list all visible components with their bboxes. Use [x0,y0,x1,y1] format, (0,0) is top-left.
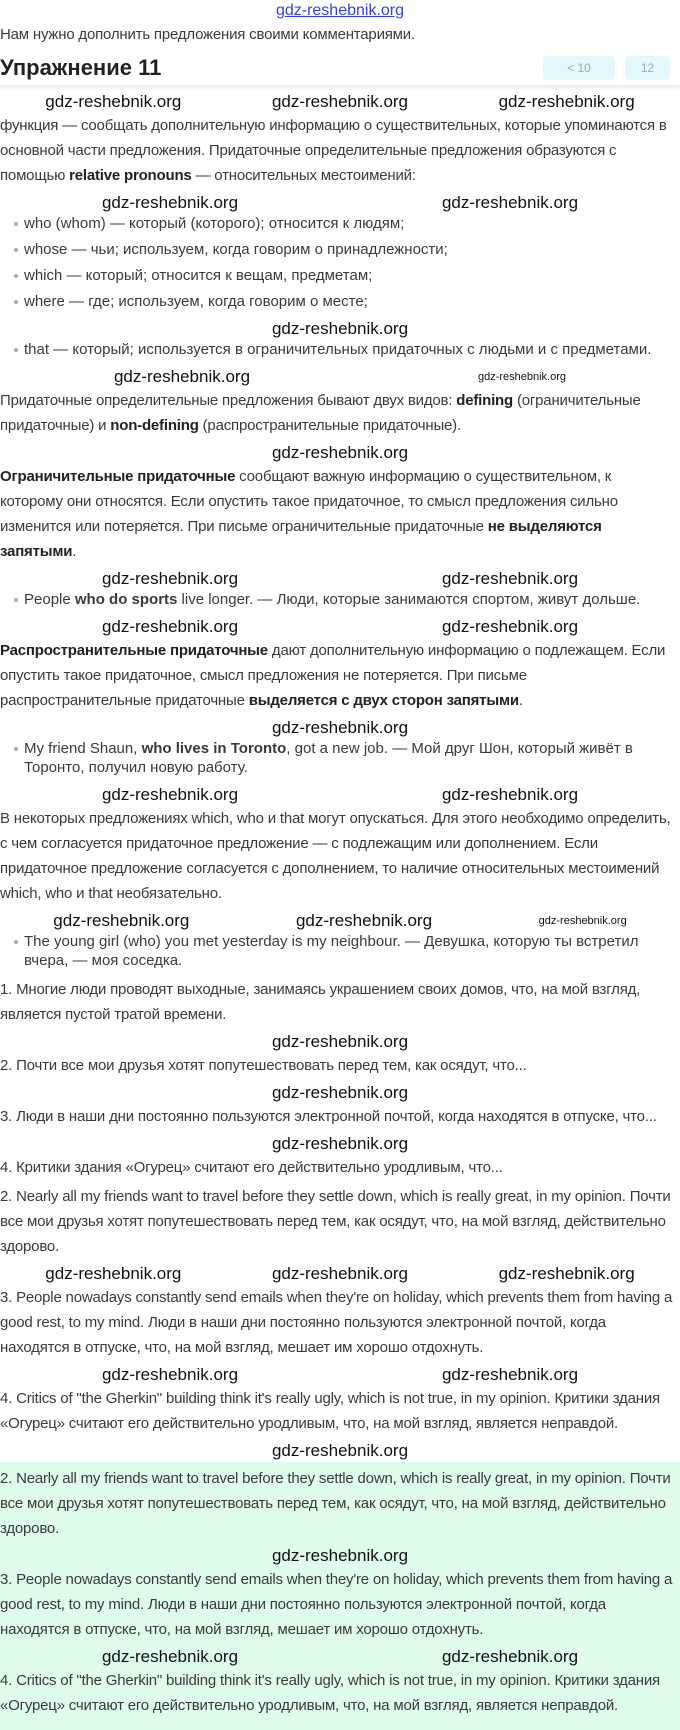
watermark: gdz-reshebnik.org [53,911,190,930]
watermark-row [0,1263,680,1285]
watermark: gdz-reshebnik.org [101,193,239,212]
watermark: gdz-reshebnik.org [271,319,409,338]
watermark: gdz-reshebnik.org [101,1647,239,1666]
watermark: gdz-reshebnik.org [45,92,182,111]
theory-paragraph: Распространительные придаточные дают дополнительную информацию о подлежащем. Если опустить такое придаточное, смысл предложения не потеряется. При письме распространительные придаточные выделяется с двух сторон запятыми. [0,642,666,709]
watermark-row [0,318,680,340]
list-item: where — где; используем, когда говорим о месте; [14,292,654,311]
watermark-row [0,91,680,113]
watermark: gdz-reshebnik.org [271,1264,409,1283]
watermark: gdz-reshebnik.org [101,785,239,804]
watermark-link[interactable]: gdz-reshebnik.org [275,2,405,19]
task-item: 4. Критики здания «Огурец» считают его действительно уродливым, что... [0,1159,503,1176]
watermark: gdz-reshebnik.org [271,718,409,737]
watermark: gdz-reshebnik.org [101,1365,239,1384]
watermark: gdz-reshebnik.org [441,193,579,212]
watermark-row [0,568,680,590]
list-item: who (whom) — который (которого); относится к людям; [14,214,654,233]
watermark: gdz-reshebnik.org [295,911,433,930]
watermark: gdz-reshebnik.org [45,1264,182,1283]
theory-paragraph: Придаточные определительные предложения бывают двух видов: defining (ограничительные придаточные) и non-defining (распространительные придаточные). [0,392,641,434]
watermark: gdz-reshebnik.org [498,92,635,111]
theory-paragraph: функция — сообщать дополнительную информацию о существительных, которые упоминаются в основной части предложения. Придаточные определительные предложения образуются с помощью relative pronouns — относительных местоимений: [0,117,667,184]
watermark: gdz-reshebnik.org [441,785,579,804]
watermark: gdz-reshebnik.org [271,92,409,111]
watermark-row [0,1440,680,1462]
watermark: gdz-reshebnik.org [101,617,239,636]
list-item: whose — чьи; используем, когда говорим о принадлежности; [14,240,654,259]
page-title: Упражнение 11 [0,55,162,80]
watermark: gdz-reshebnik.org [113,367,251,386]
answer-item: 4. Critics of "the Gherkin" building think it's really ugly, which is not true, in my opinion. Критики здания «Огурец» считают его действительно уродливым, что, на мой взгляд, является неправдой. [0,1672,660,1714]
answer-item: 4. Critics of "the Gherkin" building think it's really ugly, which is not true, in my opinion. Критики здания «Огурец» считают его действительно уродливым, что, на мой взгляд, является неправдой. [0,1390,660,1432]
watermark-row [0,910,680,932]
watermark: gdz-reshebnik.org [441,1647,579,1666]
task-item: 1. Многие люди проводят выходные, занимаясь украшением своих домов, что, на мой взгляд, является пустой тратой времени. [0,981,641,1023]
watermark: gdz-reshebnik.org [271,1134,409,1153]
list-item: which — который; относится к вещам, предметам; [14,266,654,285]
watermark: gdz-reshebnik.org [498,1264,635,1283]
theory-paragraph: Ограничительные придаточные сообщают важную информацию о существительном, к которому они относятся. Если опустить такое придаточное, то смысл предложения сильно изменится или потеряется. При письме ограничительные придаточные не выделяются запятыми. [0,468,618,560]
answer-highlight [0,1462,680,1730]
watermark-row [0,1545,680,1567]
task-item: 3. Люди в наши дни постоянно пользуются электронной почтой, когда находятся в отпуске, что... [0,1108,657,1125]
watermark-row [0,1031,680,1053]
watermark: gdz-reshebnik.org [271,1441,409,1460]
watermark: gdz-reshebnik.org [441,569,579,588]
example-item: People who do sports live longer. — Люди, которые занимаются спортом, живут дольше. [14,590,654,609]
exercise-header [0,51,680,85]
prev-exercise-button[interactable]: < 10 [543,56,615,80]
answer-item: 2. Nearly all my friends want to travel before they settle down, which is really great, in my opinion. Почти все мои друзья хотят попутешествовать перед тем, как осядут, что, на мой взгляд, действительно здорово. [0,1188,671,1255]
watermark: gdz-reshebnik.org [441,617,579,636]
example-item: My friend Shaun, who lives in Toronto, got a new job. — Мой друг Шон, который живёт в Торонто, получил новую работу. [14,739,654,777]
list-item: that — который; используется в ограничительных придаточных с людьми и с предметами. [14,340,654,359]
answer-item: 3. People nowadays constantly send emails when they're on holiday, which prevents them from having a good rest, to my mind. Люди в наши дни постоянно пользуются электронной почтой, когда находятся в отпуске, что, на мой взгляд, мешает им хорошо отдохнуть. [0,1289,673,1356]
watermark-row [0,717,680,739]
watermark-row [0,1133,680,1155]
next-exercise-button[interactable]: 12 [625,56,670,80]
example-item: The young girl (who) you met yesterday is my neighbour. — Девушка, которую ты встретил вчера, — моя соседка. [14,932,654,970]
watermark-row [0,1082,680,1104]
watermark-row [0,442,680,464]
theory-paragraph: В некоторых предложениях which, who и that могут опускаться. Для этого необходимо определить, с чем согласуется придаточное предложение — с подлежащим или дополнением. Если придаточное предложение согласуется с дополнением, то наличие относительных местоимений which, who и that необязательно. [0,810,671,902]
watermark: gdz-reshebnik.org [101,569,239,588]
watermark-row [0,784,680,806]
answer-item: 3. People nowadays constantly send emails when they're on holiday, which prevents them from having a good rest, to my mind. Люди в наши дни постоянно пользуются электронной почтой, когда находятся в отпуске, что, на мой взгляд, мешает им хорошо отдохнуть. [0,1571,673,1638]
watermark: gdz-reshebnik.org [271,1083,409,1102]
watermark-row [0,192,680,214]
intro-text: Нам нужно дополнить предложения своими комментариями. [0,26,415,43]
watermark-row [0,1364,680,1386]
watermark-row [0,366,680,388]
watermark: gdz-reshebnik.org [477,371,567,383]
watermark-row [0,1646,680,1668]
watermark-row [0,616,680,638]
answer-item: 2. Nearly all my friends want to travel before they settle down, which is really great, in my opinion. Почти все мои друзья хотят попутешествовать перед тем, как осядут, что, на мой взгляд, действительно здорово. [0,1470,671,1537]
watermark: gdz-reshebnik.org [271,1546,409,1565]
watermark: gdz-reshebnik.org [271,1032,409,1051]
task-item: 2. Почти все мои друзья хотят попутешествовать перед тем, как осядут, что... [0,1057,527,1074]
watermark: gdz-reshebnik.org [271,443,409,462]
watermark: gdz-reshebnik.org [441,1365,579,1384]
watermark: gdz-reshebnik.org [538,915,627,927]
